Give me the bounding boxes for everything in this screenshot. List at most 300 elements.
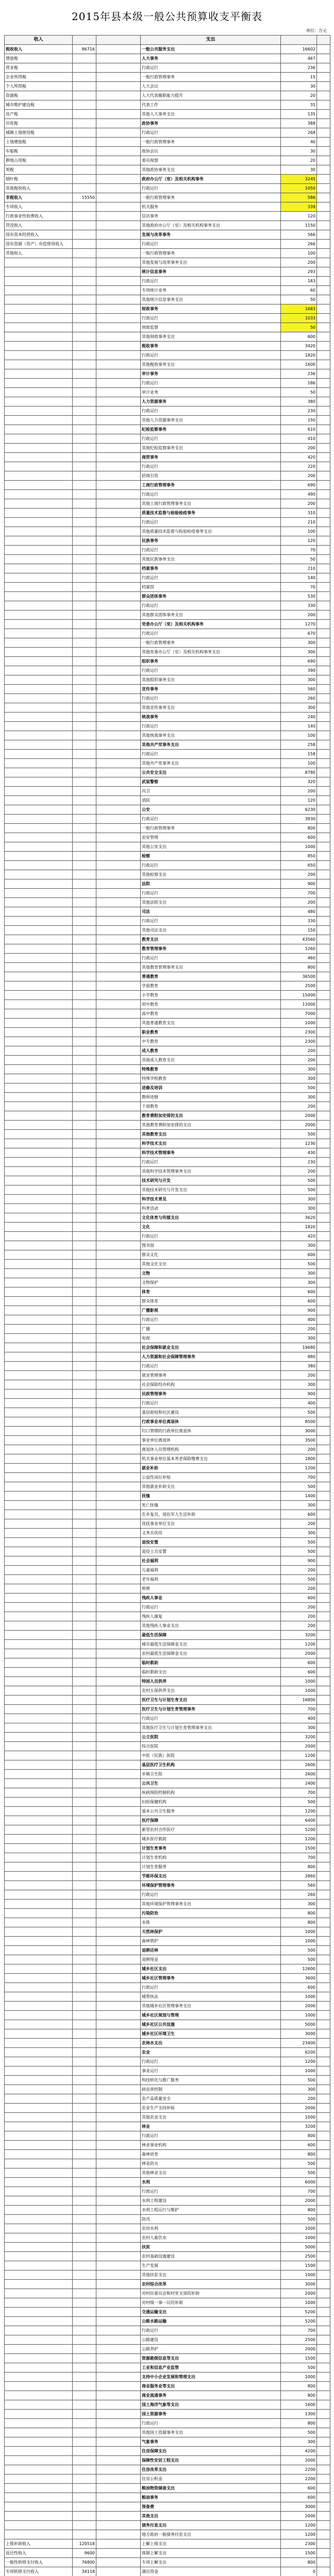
expenditure-item: 行政运行 — [141, 314, 281, 323]
table-row — [5, 2104, 330, 2113]
blank-cell — [317, 1019, 330, 1028]
table-row — [5, 91, 330, 100]
expenditure-value: 420 — [281, 1232, 317, 1241]
expenditure-item: 党委办公厅（室）及相关机构事务 — [141, 620, 281, 629]
expenditure-item: 义务兵优待 — [141, 1529, 281, 1538]
income-value — [73, 295, 96, 304]
income-value — [73, 91, 96, 100]
expenditure-item: 其他宣传事务支出 — [141, 703, 281, 713]
blank-cell — [96, 1362, 141, 1371]
income-value — [73, 917, 96, 926]
blank-cell — [317, 2521, 330, 2530]
expenditure-value: 2200 — [281, 2475, 317, 2484]
blank-cell — [96, 2094, 141, 2104]
table-row — [5, 1195, 330, 1204]
income-value — [73, 1167, 96, 1176]
blank-cell — [317, 879, 330, 889]
expenditure-value: 3830 — [281, 815, 317, 824]
income-value — [73, 509, 96, 518]
blank-cell — [317, 2363, 330, 2372]
income-item — [5, 1927, 73, 1937]
blank-cell — [96, 1482, 141, 1492]
blank-cell — [96, 2113, 141, 2122]
table-row — [5, 304, 330, 314]
blank-cell — [96, 462, 141, 471]
table-row — [5, 2308, 330, 2317]
expenditure-value: 300 — [281, 1334, 317, 1343]
expenditure-value: 7000 — [281, 1009, 317, 1019]
income-item — [5, 406, 73, 416]
expenditure-item: 农林水支出 — [141, 2039, 281, 2048]
expenditure-item: 普通教育 — [141, 972, 281, 981]
expenditure-item: 广播影视 — [141, 1306, 281, 1315]
income-value — [73, 2029, 96, 2039]
expenditure-item: 财政事务 — [141, 304, 281, 314]
table-row — [5, 685, 330, 694]
blank-cell — [317, 601, 330, 611]
blank-cell — [317, 2252, 330, 2261]
table-row — [5, 2484, 330, 2493]
blank-cell — [317, 1927, 330, 1937]
expenditure-item: 行政运行 — [141, 462, 281, 471]
expenditure-item: 图书馆 — [141, 1241, 281, 1250]
blank-cell — [317, 1964, 330, 1974]
expenditure-item: 公路水路运输 — [141, 2317, 281, 2326]
blank-cell — [317, 1816, 330, 1825]
table-row — [5, 481, 330, 490]
expenditure-item: 商贸事务 — [141, 453, 281, 462]
table-row — [5, 1028, 330, 1037]
income-value — [73, 1668, 96, 1677]
table-row — [5, 1399, 330, 1408]
expenditure-item: 税收事务 — [141, 342, 281, 351]
income-value — [73, 2178, 96, 2187]
expenditure-item: 行政运行 — [141, 2187, 281, 2196]
income-value — [73, 490, 96, 499]
table-row — [5, 1696, 330, 1705]
income-value — [73, 388, 96, 397]
expenditure-value: 15000 — [281, 991, 317, 1000]
income-value — [73, 2243, 96, 2252]
table-row — [5, 138, 330, 147]
blank-cell — [96, 2493, 141, 2502]
blank-cell — [317, 2502, 330, 2512]
table-row — [5, 2270, 330, 2280]
expenditure-item: 天然林保护 — [141, 1927, 281, 1937]
expenditure-value: 100 — [281, 759, 317, 768]
expenditure-value: 50 — [281, 295, 317, 304]
expenditure-value: 500 — [281, 1130, 317, 1139]
expenditure-value: 1000 — [281, 2066, 317, 2076]
income-item — [5, 2196, 73, 2206]
expenditure-item: 行政运行 — [141, 2131, 281, 2141]
blank-cell — [317, 1649, 330, 1658]
expenditure-item: 机关服务 — [141, 202, 281, 212]
expenditure-item: 行政事业单位离退休 — [141, 1417, 281, 1427]
income-item — [5, 1325, 73, 1334]
expenditure-item: 事业运行 — [141, 2066, 281, 2076]
expenditure-item: 行政运行 — [141, 917, 281, 926]
income-value — [73, 2020, 96, 2029]
table-row — [5, 1714, 330, 1723]
expenditure-item: 气象事务 — [141, 2437, 281, 2447]
blank-cell — [96, 2465, 141, 2475]
blank-cell — [96, 546, 141, 555]
income-value — [73, 518, 96, 527]
income-item — [5, 917, 73, 926]
blank-cell — [317, 1139, 330, 1148]
blank-cell — [96, 82, 141, 91]
income-item — [5, 1649, 73, 1658]
blank-cell — [96, 1668, 141, 1677]
income-item — [5, 2131, 73, 2141]
table-row — [5, 1139, 330, 1148]
table-row — [5, 2280, 330, 2289]
blank-cell — [96, 1269, 141, 1278]
expenditure-item: 一般行政管理事务 — [141, 638, 281, 648]
expenditure-value: 266 — [281, 240, 317, 249]
expenditure-value: 670 — [281, 629, 317, 638]
income-value — [73, 2233, 96, 2243]
expenditure-value: 135 — [281, 110, 317, 119]
expenditure-item: 资源勘探信息等支出 — [141, 2354, 281, 2363]
blank-cell — [96, 1278, 141, 1287]
blank-cell — [317, 1028, 330, 1037]
blank-cell — [317, 1566, 330, 1575]
blank-cell — [96, 1250, 141, 1260]
income-item — [5, 555, 73, 564]
expenditure-item: 司法 — [141, 907, 281, 917]
expenditure-value: 500 — [281, 1575, 317, 1584]
blank-cell — [96, 388, 141, 397]
expenditure-item: 特殊教育 — [141, 1065, 281, 1074]
table-row — [5, 1900, 330, 1909]
income-value — [73, 314, 96, 323]
blank-cell — [96, 1093, 141, 1102]
expenditure-value: 610 — [281, 425, 317, 434]
table-row — [5, 1260, 330, 1269]
expenditure-value: 20 — [281, 91, 317, 100]
income-item — [5, 1983, 73, 1992]
expenditure-value: 140 — [281, 573, 317, 583]
expenditure-item: 其他公安支出 — [141, 842, 281, 852]
blank-cell — [317, 1065, 330, 1074]
table-row — [5, 2512, 330, 2521]
blank-cell — [96, 620, 141, 629]
blank-cell — [317, 675, 330, 685]
expenditure-value: 200 — [281, 1371, 317, 1380]
expenditure-item: 农业 — [141, 2048, 281, 2057]
expenditure-value: 2000 — [281, 2512, 317, 2521]
expenditure-item: 统战事务 — [141, 713, 281, 722]
expenditure-item: 城乡社区环境卫生 — [141, 2029, 281, 2039]
table-row — [5, 499, 330, 509]
table-row — [5, 583, 330, 592]
expenditure-value: 260 — [281, 1890, 317, 1900]
table-row — [5, 2039, 330, 2048]
table-row — [5, 1974, 330, 1983]
table-row — [5, 54, 330, 63]
table-row — [5, 1176, 330, 1185]
table-row — [5, 221, 330, 230]
blank-cell — [96, 1325, 141, 1334]
table-row — [5, 1158, 330, 1167]
blank-cell — [96, 1074, 141, 1083]
expenditure-value: 1200 — [281, 1835, 317, 1844]
blank-cell — [317, 286, 330, 295]
table-row — [5, 2437, 330, 2447]
expenditure-value: 12600 — [281, 1964, 317, 1974]
blank-cell — [96, 935, 141, 944]
income-value — [73, 2465, 96, 2475]
expenditure-value: 380 — [281, 1362, 317, 1371]
blank-cell — [96, 1612, 141, 1621]
table-row — [5, 388, 330, 397]
blank-cell — [96, 1621, 141, 1631]
table-row — [5, 787, 330, 796]
income-value — [73, 555, 96, 564]
blank-cell — [317, 1454, 330, 1464]
blank-cell — [317, 2419, 330, 2428]
blank-cell — [96, 2530, 141, 2539]
income-item — [5, 991, 73, 1000]
blank-cell — [317, 2020, 330, 2029]
income-item — [5, 935, 73, 944]
blank-cell — [317, 1111, 330, 1121]
expenditure-item: 档案馆 — [141, 583, 281, 592]
expenditure-value: 20 — [281, 156, 317, 165]
expenditure-value: 700 — [281, 1853, 317, 1862]
income-value — [73, 416, 96, 425]
expenditure-item: 文物 — [141, 1269, 281, 1278]
expenditure-item: 科普活动 — [141, 1204, 281, 1213]
income-item — [5, 1798, 73, 1807]
blank-cell — [317, 2002, 330, 2011]
table-row — [5, 703, 330, 713]
income-value — [73, 2261, 96, 2270]
blank-cell — [96, 453, 141, 462]
expenditure-value: 1200 — [281, 1751, 317, 1760]
table-row — [5, 1825, 330, 1835]
blank-cell — [96, 805, 141, 815]
income-item — [5, 1028, 73, 1037]
blank-cell — [96, 212, 141, 221]
expenditure-value: 600 — [281, 2484, 317, 2493]
unit-label: 单位：万元 — [306, 28, 327, 33]
income-item: 其他税收收入 — [5, 184, 73, 193]
income-value — [73, 230, 96, 240]
table-row — [5, 379, 330, 388]
blank-cell — [96, 1158, 141, 1167]
table-row — [5, 1269, 330, 1278]
expenditure-value: 566 — [281, 230, 317, 240]
income-item — [5, 703, 73, 713]
income-value — [73, 1974, 96, 1983]
expenditure-item: 干部教育 — [141, 1102, 281, 1111]
income-value — [73, 1909, 96, 1918]
expenditure-item: 其他医疗卫生与计划生育管理事务支出 — [141, 1723, 281, 1733]
blank-cell — [317, 1306, 330, 1315]
blank-cell — [96, 2437, 141, 2447]
blank-cell — [317, 240, 330, 249]
blank-cell — [96, 1686, 141, 1696]
table-row — [5, 2048, 330, 2057]
expenditure-value: 5000 — [281, 2020, 317, 2029]
income-value — [73, 332, 96, 342]
blank-cell — [317, 1779, 330, 1788]
income-item — [5, 1519, 73, 1529]
income-item — [5, 889, 73, 898]
expenditure-value: 120 — [281, 796, 317, 805]
expenditure-value: 1500 — [281, 1844, 317, 1853]
blank-cell — [96, 1872, 141, 1881]
expenditure-value: 900 — [281, 1389, 317, 1399]
income-item: 耕地占用税 — [5, 156, 73, 165]
expenditure-value: 1200 — [281, 2057, 317, 2066]
income-value — [73, 1009, 96, 1019]
blank-cell — [317, 731, 330, 740]
blank-cell — [96, 1992, 141, 2002]
income-item — [5, 620, 73, 629]
blank-cell — [96, 397, 141, 406]
income-value — [73, 1037, 96, 1046]
expenditure-item: 其他检察支出 — [141, 870, 281, 879]
expenditure-item: 法院 — [141, 879, 281, 889]
table-row — [5, 1102, 330, 1111]
expenditure-value: 339 — [281, 202, 317, 212]
blank-cell — [96, 230, 141, 240]
income-value — [73, 202, 96, 212]
income-item: 一般性转移支付收入 — [5, 2558, 73, 2567]
expenditure-value: 2000 — [281, 2289, 317, 2298]
expenditure-item: 公路养护 — [141, 2345, 281, 2354]
blank-cell — [317, 1881, 330, 1890]
blank-cell — [96, 332, 141, 342]
income-item — [5, 722, 73, 731]
blank-cell — [96, 852, 141, 861]
expenditure-item: 林业 — [141, 2122, 281, 2131]
blank-cell — [96, 1983, 141, 1992]
table-row — [5, 2382, 330, 2391]
blank-cell — [317, 509, 330, 518]
blank-cell — [96, 1575, 141, 1584]
income-item — [5, 675, 73, 685]
income-value — [73, 1640, 96, 1649]
blank-cell — [317, 527, 330, 536]
expenditure-value: 1000 — [281, 2011, 317, 2020]
income-item: 罚没收入 — [5, 221, 73, 230]
income-value — [73, 1074, 96, 1083]
expenditure-value: 800 — [281, 2391, 317, 2400]
income-value — [73, 1686, 96, 1696]
income-item — [5, 1427, 73, 1436]
income-value — [73, 926, 96, 935]
blank-cell — [317, 703, 330, 713]
table-row — [5, 592, 330, 601]
blank-cell — [317, 2066, 330, 2076]
income-item — [5, 462, 73, 471]
blank-cell — [96, 54, 141, 63]
expenditure-value: 560 — [281, 685, 317, 694]
income-item — [5, 1955, 73, 1964]
income-item — [5, 453, 73, 462]
income-item — [5, 1779, 73, 1788]
table-row — [5, 2224, 330, 2233]
income-value — [73, 1278, 96, 1287]
income-item — [5, 388, 73, 397]
blank-cell — [96, 286, 141, 295]
income-item — [5, 796, 73, 805]
income-item — [5, 768, 73, 777]
blank-cell — [96, 2558, 141, 2567]
blank-cell — [317, 713, 330, 722]
blank-cell — [317, 1083, 330, 1093]
blank-cell — [317, 323, 330, 332]
blank-cell — [96, 73, 141, 82]
income-value — [73, 2131, 96, 2141]
income-value — [73, 824, 96, 833]
expenditure-value: 1000 — [281, 1677, 317, 1686]
income-value — [73, 1297, 96, 1306]
expenditure-value: 3600 — [281, 1974, 317, 1983]
table-row — [5, 1315, 330, 1325]
income-value — [73, 2410, 96, 2419]
income-value — [73, 249, 96, 258]
expenditure-item: 退耕还林 — [141, 1946, 281, 1955]
income-item — [5, 1992, 73, 2002]
expenditure-value: 530 — [281, 592, 317, 601]
blank-cell — [96, 1167, 141, 1176]
income-item — [5, 2094, 73, 2104]
income-item — [5, 1148, 73, 1158]
blank-cell — [317, 1343, 330, 1352]
blank-cell — [317, 935, 330, 944]
expenditure-item: 农产品质量安全 — [141, 2094, 281, 2104]
table-row — [5, 2354, 330, 2363]
income-value — [73, 2196, 96, 2206]
header-blank-2 — [317, 36, 330, 45]
blank-cell — [96, 675, 141, 685]
expenditure-item: 水利 — [141, 2178, 281, 2187]
expenditure-item: 公路建设 — [141, 2335, 281, 2345]
table-row — [5, 2233, 330, 2243]
table-row — [5, 453, 330, 462]
expenditure-item: 其他税收事务支出 — [141, 360, 281, 369]
income-item — [5, 963, 73, 972]
expenditure-item: 其他组织事务支出 — [141, 675, 281, 685]
expenditure-value: 300 — [281, 1529, 317, 1538]
income-value — [73, 1881, 96, 1890]
blank-cell — [96, 2298, 141, 2308]
blank-cell — [96, 1037, 141, 1046]
income-value — [73, 629, 96, 638]
table-row — [5, 2428, 330, 2437]
table-row — [5, 1835, 330, 1844]
income-value: 76800 — [73, 2558, 96, 2567]
table-row — [5, 1529, 330, 1538]
income-value — [73, 369, 96, 379]
income-value — [73, 694, 96, 703]
blank-cell — [96, 944, 141, 954]
expenditure-item: 广播 — [141, 1325, 281, 1334]
expenditure-value: 2000 — [281, 2456, 317, 2465]
expenditure-item: 一般行政管理事务 — [141, 824, 281, 833]
blank-cell — [317, 2104, 330, 2113]
expenditure-value: 2500 — [281, 981, 317, 991]
expenditure-item: 行政运行 — [141, 750, 281, 759]
table-row — [5, 1204, 330, 1213]
expenditure-item: 疾病预防控制机构 — [141, 1788, 281, 1798]
